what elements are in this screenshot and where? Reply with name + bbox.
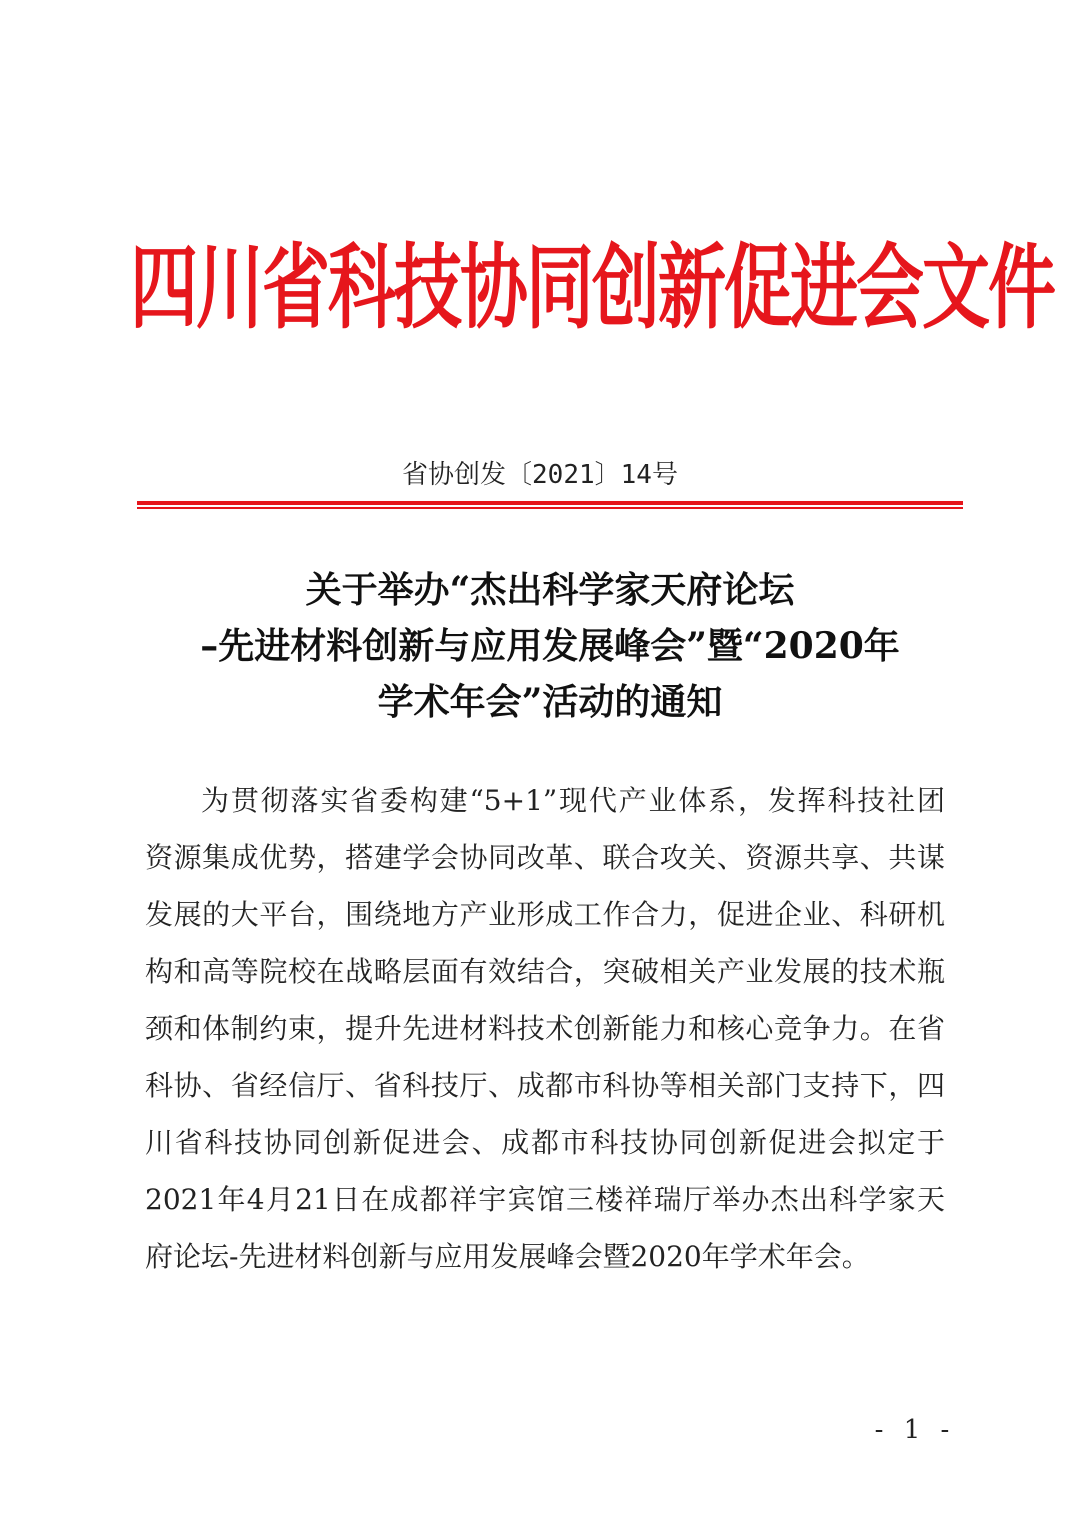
notice-title <box>140 562 960 730</box>
body-paragraph <box>145 772 945 1285</box>
body-line-5: 颈和体制约束，提升先进材料技术创新能力和核心竞争力。在省 <box>145 1012 945 1045</box>
notice-title-line-1: 关于举办“杰出科学家天府论坛 <box>305 569 795 611</box>
masthead-title <box>130 225 1055 355</box>
body-line-7: 川省科技协同创新促进会、成都市科技协同创新促进会拟定于 <box>145 1126 945 1159</box>
body-line-9: 府论坛-先进材料创新与应用发展峰会暨2020年学术年会。 <box>145 1240 870 1273</box>
body-line-8: 2021年4月21日在成都祥宇宾馆三楼祥瑞厅举办杰出科学家天 <box>145 1183 945 1216</box>
body-line-6: 科协、省经信厅、省科技厅、成都市科协等相关部门支持下，四 <box>145 1069 945 1102</box>
body-line-3: 发展的大平台，围绕地方产业形成工作合力，促进企业、科研机 <box>145 898 945 931</box>
red-rule-thick <box>137 501 963 505</box>
body-line-4: 构和高等院校在战略层面有效结合，突破相关产业发展的技术瓶 <box>145 955 945 988</box>
body-line-2: 资源集成优势，搭建学会协同改革、联合攻关、资源共享、共谋 <box>145 841 945 874</box>
body-line-1: 为贯彻落实省委构建“5+1”现代产业体系，发挥科技社团 <box>201 784 945 817</box>
red-rule-thin <box>137 507 963 509</box>
page-number: - 1 - <box>874 1415 956 1445</box>
document-number: 省协创发〔2021〕14号 <box>402 460 678 490</box>
notice-title-line-2: –先进材料创新与应用发展峰会”暨“2020年 <box>200 625 900 667</box>
red-divider-rule <box>137 501 963 509</box>
notice-title-line-3: 学术年会”活动的通知 <box>377 681 723 723</box>
masthead-text: 四川省科技协同创新促进会文件 <box>130 236 1055 343</box>
